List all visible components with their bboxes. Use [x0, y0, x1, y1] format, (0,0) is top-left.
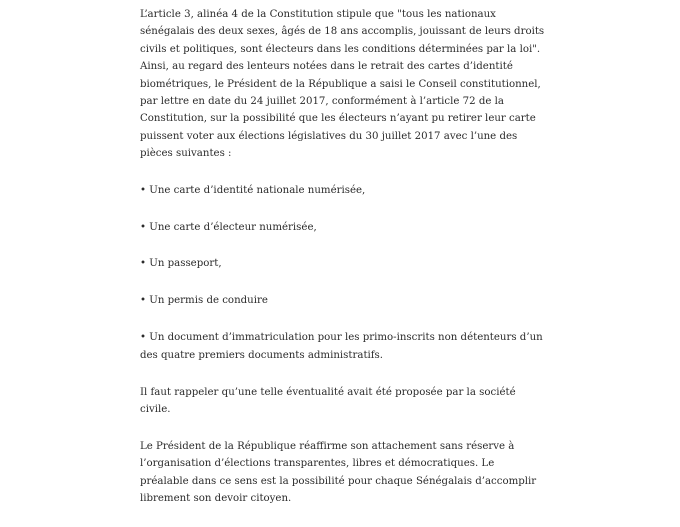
intro-paragraph: L’article 3, alinéa 4 de la Constitution stipule que "tous les nationaux sénégalais des deux sexes, âgés de 18 ans accomplis, jouissant de leurs droits civils et politiques, sont électeurs dans les conditions déterminées par la loi". Ainsi, au regard des lenteurs notées dans le retrait des cartes d’identité biométriques, le Président de la République a saisi le Conseil constitutionnel, par lettre en date du 24 juillet 2017, conformément à l’article 72 de la Constitution, sur la possibilité que les électeurs n’ayant pu retirer leur carte puissent voter aux élections législatives du 30 juillet 2017 avec l’une des pièces suivantes : — [140, 9, 545, 160]
bullet-item-passport: • Un passeport, — [140, 258, 222, 270]
bullet-item-voter-card: • Une carte d’électeur numérisée, — [140, 221, 317, 233]
bullet-item-registration-document: • Un document d’immatriculation pour les primo-inscrits non détenteurs d’un des quatre premiers documents administratifs. — [140, 332, 543, 361]
bullet-item-id-card: • Une carte d’identité nationale numérisée, — [140, 184, 366, 196]
bullet-item-driving-licence: • Un permis de conduire — [140, 295, 268, 307]
closing-paragraph: Le Président de la République réaffirme son attachement sans réserve à l’organisation d’élections transparentes, libres et démocratiques. Le préalable dans ce sens est la possibilité pour chaque Sénégalais d’accomplir librement son devoir citoyen. — [140, 440, 537, 505]
article-body — [140, 6, 545, 527]
reminder-paragraph: Il faut rappeler qu’une telle éventualité avait été proposée par la société civile. — [140, 386, 516, 415]
